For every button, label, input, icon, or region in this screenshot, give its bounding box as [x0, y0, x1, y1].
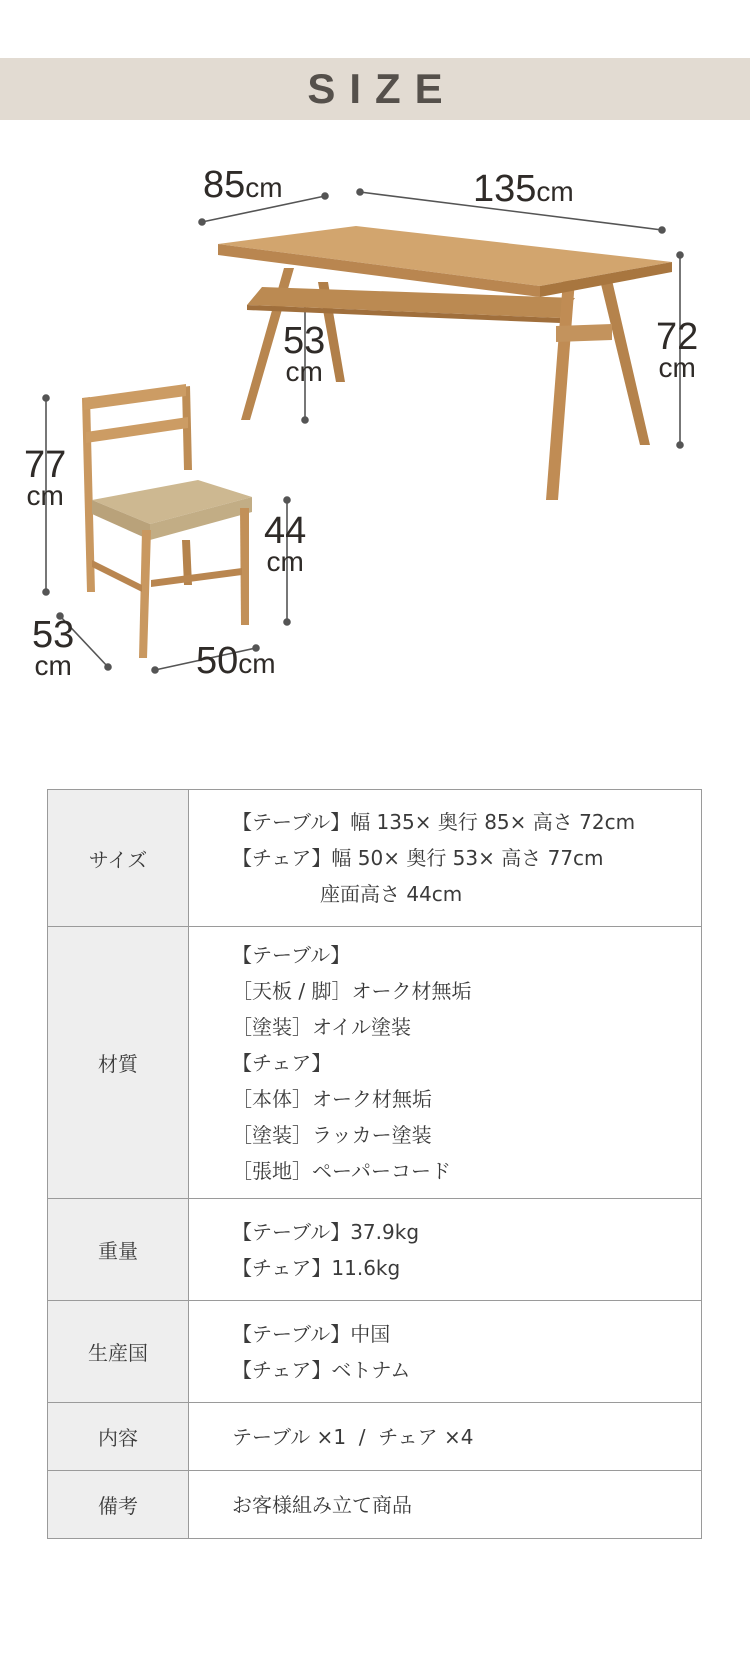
spec-line: ［本体］オーク材無垢	[232, 1086, 432, 1111]
table-width-unit: cm	[536, 176, 574, 207]
spec-row-material	[48, 927, 702, 1199]
table-height-label	[656, 318, 698, 382]
seat-height-label	[264, 512, 306, 576]
spec-line: 【テーブル】37.9kg	[232, 1219, 420, 1244]
chair-height-label	[24, 446, 66, 510]
chair-width-value: 50	[196, 640, 239, 682]
spec-row-contents	[48, 1403, 702, 1471]
chair-width-label	[196, 642, 276, 680]
spec-value	[189, 1199, 702, 1301]
spec-line: 【チェア】幅 50× 奥行 53× 高さ 77cm	[232, 846, 604, 870]
spec-line: 【テーブル】幅 135× 奥行 85× 高さ 72cm	[232, 810, 636, 834]
spec-line: ［塗装］ラッカー塗装	[232, 1122, 432, 1147]
spec-line: ［天板 / 脚］オーク材無垢	[232, 978, 472, 1003]
size-title: SIZE	[307, 65, 457, 112]
spec-label: 備考	[48, 1471, 189, 1539]
spec-label: サイズ	[48, 790, 189, 927]
spec-value	[189, 790, 702, 927]
spec-table	[47, 789, 702, 1539]
spec-label: 内容	[48, 1403, 189, 1471]
spec-value	[189, 1301, 702, 1403]
spec-value	[189, 927, 702, 1199]
spec-line: ［張地］ペーパーコード	[232, 1158, 451, 1183]
shelf-height-unit: cm	[285, 356, 323, 387]
furniture-illustration	[0, 140, 750, 700]
spec-line: 【テーブル】	[232, 942, 351, 967]
table-height-unit: cm	[658, 352, 696, 383]
spec-line: 【チェア】11.6kg	[232, 1255, 401, 1280]
spec-line: テーブル ×1 / チェア ×4	[232, 1424, 474, 1449]
spec-row-size	[48, 790, 702, 927]
spec-line: ［塗装］オイル塗装	[232, 1014, 411, 1039]
chair-depth-value: 53	[32, 614, 75, 656]
table-depth-unit: cm	[245, 172, 283, 203]
spec-label: 材質	[48, 927, 189, 1199]
spec-label: 生産国	[48, 1301, 189, 1403]
spec-row-origin	[48, 1301, 702, 1403]
spec-row-notes	[48, 1471, 702, 1539]
shelf-height-value: 53	[283, 320, 326, 362]
spec-label: 重量	[48, 1199, 189, 1301]
chair-depth-label	[32, 616, 74, 680]
table-depth-value: 85	[203, 164, 246, 206]
seat-height-unit: cm	[266, 546, 304, 577]
spec-line: 【チェア】	[232, 1050, 332, 1075]
spec-row-weight	[48, 1199, 702, 1301]
spec-line: 座面高さ 44cm	[320, 882, 463, 906]
table-width-label	[473, 170, 574, 208]
chair-height-value: 77	[24, 444, 67, 486]
spec-line: お客様組み立て商品	[232, 1492, 412, 1517]
table-height-value: 72	[656, 316, 699, 358]
chair-drawing	[82, 384, 252, 658]
spec-value	[189, 1403, 702, 1471]
seat-height-value: 44	[264, 510, 307, 552]
shelf-height-label	[283, 322, 325, 386]
chair-width-unit: cm	[238, 648, 276, 679]
table-depth-label	[203, 166, 283, 204]
spec-line: 【テーブル】中国	[232, 1321, 391, 1346]
spec-line: 【チェア】ベトナム	[232, 1357, 411, 1382]
table-width-value: 135	[473, 168, 537, 210]
spec-value	[189, 1471, 702, 1539]
size-banner	[0, 58, 750, 120]
chair-depth-unit: cm	[34, 650, 72, 681]
chair-height-unit: cm	[26, 480, 64, 511]
